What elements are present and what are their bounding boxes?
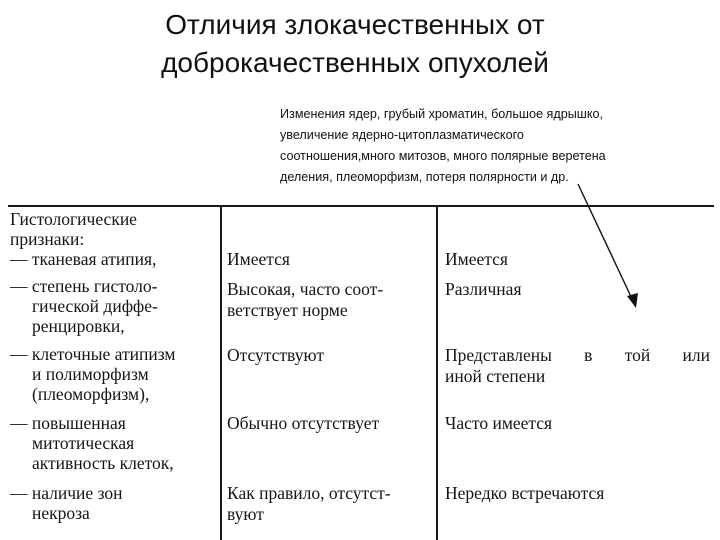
row-5-sign-line-1: — наличие зон (10, 483, 123, 503)
row-2-sign-line-2: гической диффе- (32, 296, 158, 316)
row-5-benign-line-2: вуют (227, 504, 264, 524)
row-4-sign-line-2: митотическая (32, 433, 135, 453)
row-5-benign-cell (227, 483, 432, 525)
annotation-line-2: увеличение ядерно-цитоплазматического (280, 128, 524, 142)
row-1-malignant-cell (445, 249, 710, 270)
row-3-malignant-line-1: Представлены в той или (445, 345, 710, 365)
row-5-sign-cell (10, 483, 220, 523)
row-2-benign-line-1: Высокая, часто соот- (227, 279, 384, 299)
row-2-sign-cell (10, 276, 220, 336)
table-header-line-2: признаки: (10, 229, 85, 249)
row-1-benign-line-1: Имеется (227, 249, 290, 269)
row-1-sign-line-1: — тканевая атипия, (10, 249, 157, 269)
row-1-malignant-line-1: Имеется (445, 249, 508, 269)
row-5-benign-line-1: Как правило, отсутст- (227, 483, 391, 503)
table-top-border (8, 205, 714, 207)
row-3-benign-line-1: Отсутствуют (227, 345, 324, 365)
row-2-malignant-cell (445, 279, 710, 300)
row-1-benign-cell (227, 249, 432, 270)
row-4-malignant-line-1: Часто имеется (445, 413, 553, 433)
row-3-sign-line-3: (плеоморфизм), (32, 384, 150, 404)
table-header-cell (10, 209, 220, 249)
row-5-malignant-line-1: Нередко встречаются (445, 483, 605, 503)
row-4-sign-line-3: активность клеток, (32, 453, 174, 473)
row-2-benign-line-2: ветствует норме (227, 300, 348, 320)
slide-title (120, 6, 590, 82)
row-5-malignant-cell (445, 483, 710, 504)
row-3-sign-line-2: и полиморфизм (32, 364, 149, 384)
row-2-sign-line-3: ренцировки, (32, 316, 125, 336)
annotation-line-1: Изменения ядер, грубый хроматин, большое ядрышко, (280, 107, 604, 121)
row-3-benign-cell (227, 345, 432, 366)
row-4-benign-line-1: Обычно отсутствует (227, 413, 380, 433)
row-2-malignant-line-1: Различная (445, 279, 522, 299)
row-4-malignant-cell (445, 413, 710, 434)
row-2-sign-line-1: — степень гистоло- (10, 276, 158, 296)
row-5-sign-line-2: некроза (32, 503, 90, 523)
row-4-sign-cell (10, 413, 220, 473)
row-3-malignant-cell (445, 345, 710, 387)
table-header-line-1: Гистологические (10, 209, 137, 229)
row-3-sign-cell (10, 344, 220, 404)
row-4-sign-line-1: — повышенная (10, 413, 126, 433)
row-3-malignant-line-2: иной степени (445, 366, 546, 386)
table-column-divider-2 (436, 205, 438, 540)
annotation-note (280, 104, 700, 188)
slide-title-line-2: доброкачественных опухолей (161, 47, 549, 78)
row-4-benign-cell (227, 413, 432, 434)
row-2-benign-cell (227, 279, 432, 321)
slide-title-line-1: Отличия злокачественных от (165, 9, 545, 40)
annotation-line-3: соотношения,много митозов, много полярные веретена (280, 149, 606, 163)
table-column-divider-1 (220, 205, 222, 540)
row-1-sign-cell (10, 249, 220, 269)
comparison-table-scan (0, 197, 720, 540)
row-3-sign-line-1: — клеточные атипизм (10, 344, 176, 364)
annotation-line-4: деления, плеоморфизм, потеря полярности и др. (280, 170, 569, 184)
